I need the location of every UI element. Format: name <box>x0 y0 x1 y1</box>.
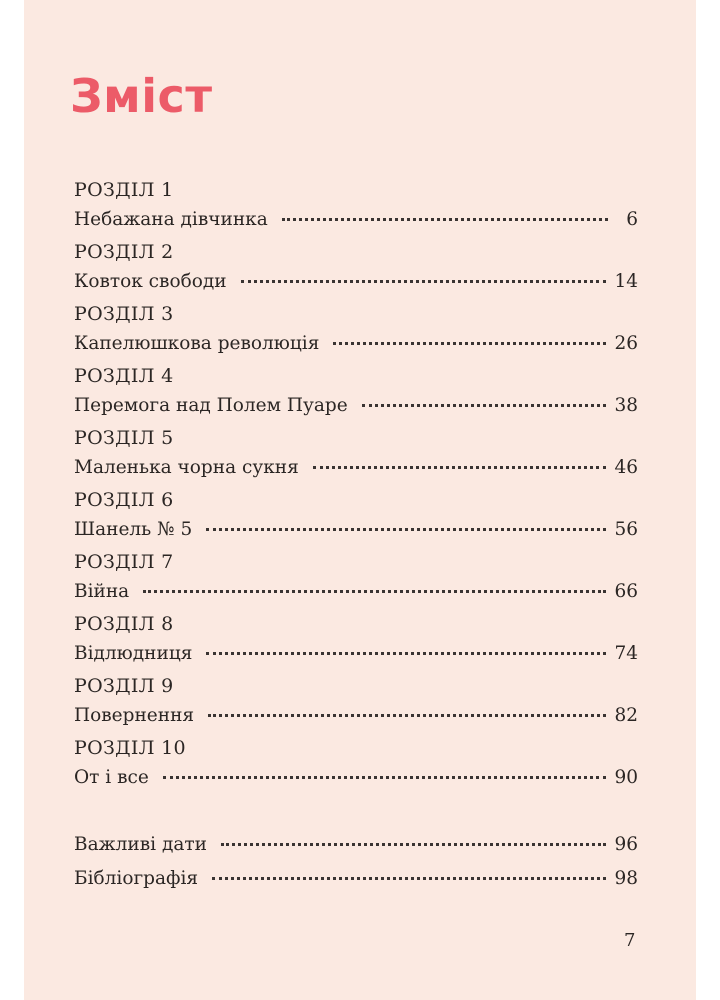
toc-entry <box>74 453 638 483</box>
toc-entry <box>74 391 638 421</box>
dot-leader <box>282 218 608 221</box>
dot-leader <box>333 342 606 345</box>
chapter-page-number: 90 <box>614 767 638 788</box>
book-page <box>24 0 696 1000</box>
dot-leader <box>212 877 606 880</box>
chapter-title: Відлюдниця <box>74 643 193 664</box>
toc-chapter <box>74 423 638 485</box>
chapter-page-number: 56 <box>614 519 638 540</box>
page-title: Зміст <box>70 69 213 123</box>
chapter-page-number: 82 <box>614 705 638 726</box>
chapter-title: Небажана дівчинка <box>74 209 268 230</box>
chapter-title: Маленька чорна сукня <box>74 457 299 478</box>
toc-chapter <box>74 485 638 547</box>
chapter-page-number: 66 <box>614 581 638 602</box>
toc-entry <box>74 329 638 359</box>
toc-entry <box>74 763 638 793</box>
chapter-label: РОЗДІЛ 5 <box>74 427 174 449</box>
dot-leader <box>362 404 607 407</box>
chapter-label: РОЗДІЛ 2 <box>74 241 174 263</box>
chapter-page-number: 38 <box>614 395 638 416</box>
chapter-title: От і все <box>74 767 149 788</box>
toc-entry <box>74 639 638 669</box>
chapter-title: Шанель № 5 <box>74 519 193 540</box>
toc-chapter <box>74 609 638 671</box>
dot-leader <box>206 528 606 531</box>
chapter-page-number: 74 <box>614 643 638 664</box>
dot-leader <box>163 776 607 779</box>
dot-leader <box>206 652 606 655</box>
dot-leader <box>208 714 606 717</box>
chapter-page-number: 46 <box>614 457 638 478</box>
toc-entry <box>74 701 638 731</box>
toc-chapter <box>74 299 638 361</box>
dot-leader <box>221 843 607 846</box>
dot-leader <box>313 466 607 469</box>
dot-leader <box>143 590 606 593</box>
appendix-title: Важливі дати <box>74 834 207 855</box>
appendix-title: Бібліографія <box>74 868 199 889</box>
toc-entry <box>74 577 638 607</box>
chapter-title: Капелюшкова революція <box>74 333 320 354</box>
chapter-label: РОЗДІЛ 6 <box>74 489 174 511</box>
toc-chapter <box>74 671 638 733</box>
toc-chapter <box>74 733 638 795</box>
chapter-label: РОЗДІЛ 8 <box>74 613 174 635</box>
dot-leader <box>241 280 607 283</box>
toc-entry <box>74 515 638 545</box>
table-of-contents <box>74 175 638 795</box>
toc-entry <box>74 828 638 862</box>
toc-entry <box>74 862 638 896</box>
chapter-page-number: 14 <box>614 271 638 292</box>
chapter-title: Війна <box>74 581 130 602</box>
appendix-page-number: 98 <box>614 868 638 889</box>
chapter-label: РОЗДІЛ 1 <box>74 179 174 201</box>
toc-chapter <box>74 175 638 237</box>
chapter-page-number: 6 <box>626 209 638 230</box>
toc-chapter <box>74 547 638 609</box>
chapter-title: Перемога над Полем Пуаре <box>74 395 348 416</box>
chapter-label: РОЗДІЛ 9 <box>74 675 174 697</box>
appendix-list <box>74 828 638 896</box>
chapter-title: Повернення <box>74 705 195 726</box>
page-number: 7 <box>624 930 636 951</box>
toc-entry <box>74 205 638 235</box>
chapter-label: РОЗДІЛ 10 <box>74 737 186 759</box>
appendix-page-number: 96 <box>614 834 638 855</box>
chapter-page-number: 26 <box>614 333 638 354</box>
toc-chapter <box>74 237 638 299</box>
chapter-label: РОЗДІЛ 4 <box>74 365 174 387</box>
toc-chapter <box>74 361 638 423</box>
chapter-label: РОЗДІЛ 3 <box>74 303 174 325</box>
chapter-title: Ковток свободи <box>74 271 227 292</box>
chapter-label: РОЗДІЛ 7 <box>74 551 174 573</box>
toc-entry <box>74 267 638 297</box>
